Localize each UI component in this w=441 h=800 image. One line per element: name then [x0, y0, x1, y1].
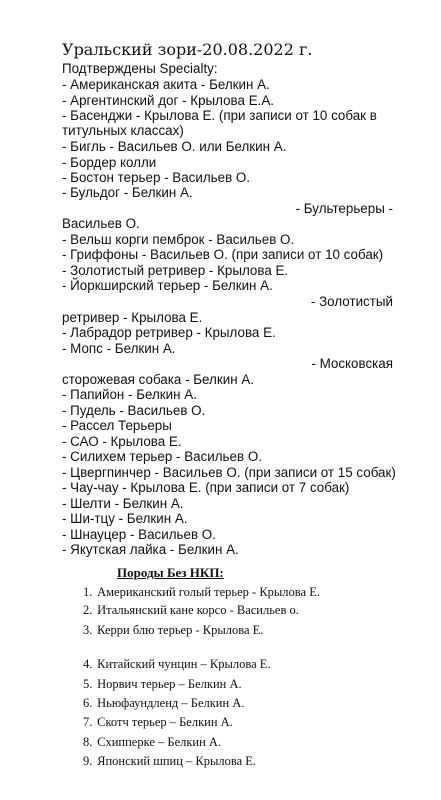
list-text: Керри блю терьер - Крылова Е.	[97, 623, 264, 637]
list-text: Норвич терьер – Белкин А.	[97, 677, 242, 691]
nkp-list-item	[83, 585, 320, 599]
specialty-line: титульных классах)	[62, 123, 184, 138]
specialty-line: сторожевая собака - Белкин А.	[62, 372, 254, 387]
specialty-line: - Московская	[311, 356, 393, 371]
list-text: Китайский чунцин – Крылова Е.	[97, 657, 271, 671]
list-number: 4.	[83, 657, 93, 671]
specialty-line: - Вельш корги пемброк - Васильев О.	[62, 232, 295, 247]
list-text: Японский шпиц – Крылова Е.	[97, 754, 257, 768]
specialty-line: - Бультерьеры -	[295, 201, 393, 216]
specialty-line: - Басенджи - Крылова Е. (при записи от 10 собак в	[62, 108, 377, 123]
nkp-list-item	[83, 603, 299, 617]
nkp-list-item	[83, 623, 263, 637]
list-number: 9.	[83, 754, 93, 768]
list-text: Итальянский кане корсо - Васильев о.	[97, 603, 299, 617]
specialty-line: - Пудель - Васильев О.	[62, 403, 206, 418]
specialty-line: - Бостон терьер - Васильев О.	[62, 170, 251, 185]
specialty-line: - Силихем терьер - Васильев О.	[62, 449, 262, 464]
document-title: Уральский зори-20.08.2022 г.	[62, 40, 313, 59]
nkp-list-item	[83, 696, 244, 710]
specialty-line: - Бигль - Васильев О. или Белкин А.	[62, 139, 287, 154]
nkp-heading: Породы Без НКП:	[117, 565, 224, 580]
specialty-line: - Бордер колли	[62, 155, 157, 170]
specialty-line: - Золотистый ретривер - Крылова Е.	[62, 263, 289, 278]
nkp-list-item	[83, 735, 221, 749]
list-text: Схипперке – Белкин А.	[97, 735, 222, 749]
specialty-line: - Чау-чау - Крылова Е. (при записи от 7 собак)	[62, 480, 350, 495]
list-number: 8.	[83, 735, 93, 749]
list-text: Ньюфаундленд – Белкин А.	[97, 696, 245, 710]
specialty-line: - Йоркширский терьер - Белкин А.	[62, 278, 273, 293]
nkp-list-item	[83, 715, 233, 729]
specialty-line: - Рассел Терьеры	[62, 418, 172, 433]
specialty-line: ретривер - Крылова Е.	[62, 310, 203, 325]
nkp-list-item	[83, 754, 256, 768]
specialty-line: - Шелти - Белкин А.	[62, 496, 184, 511]
confirmed-heading: Подтверждены Specialty:	[62, 61, 218, 76]
nkp-list-item	[83, 677, 242, 691]
specialty-line: - Гриффоны - Васильев О. (при записи от 10 собак)	[62, 247, 384, 262]
specialty-line: Васильев О.	[62, 216, 140, 231]
list-number: 7.	[83, 715, 93, 729]
specialty-line: - Якутская лайка - Белкин А.	[62, 542, 239, 557]
list-number: 2.	[83, 603, 93, 617]
list-text: Американский голый терьер - Крылова Е.	[97, 585, 320, 599]
list-number: 3.	[83, 623, 93, 637]
list-number: 6.	[83, 696, 93, 710]
list-text: Скотч терьер – Белкин А.	[97, 715, 233, 729]
specialty-line: - Аргентинский дог - Крылова Е.А.	[62, 93, 274, 108]
specialty-line: - САО - Крылова Е.	[62, 434, 182, 449]
specialty-line: - Бульдог - Белкин А.	[62, 185, 193, 200]
specialty-line: - Цвергпинчер - Васильев О. (при записи от 15 собак)	[62, 465, 396, 480]
specialty-line: - Золотистый	[310, 294, 393, 309]
list-number: 5.	[83, 677, 93, 691]
list-number: 1.	[83, 585, 93, 599]
specialty-line: - Шнауцер - Васильев О.	[62, 527, 216, 542]
specialty-line: - Мопс - Белкин А.	[62, 341, 176, 356]
specialty-line: - Американская акита - Белкин А.	[62, 77, 270, 92]
specialty-line: - Ши-тцу - Белкин А.	[62, 511, 188, 526]
specialty-line: - Лабрадор ретривер - Крылова Е.	[62, 325, 276, 340]
specialty-line: - Папийон - Белкин А.	[62, 387, 197, 402]
nkp-list-item	[83, 657, 271, 671]
